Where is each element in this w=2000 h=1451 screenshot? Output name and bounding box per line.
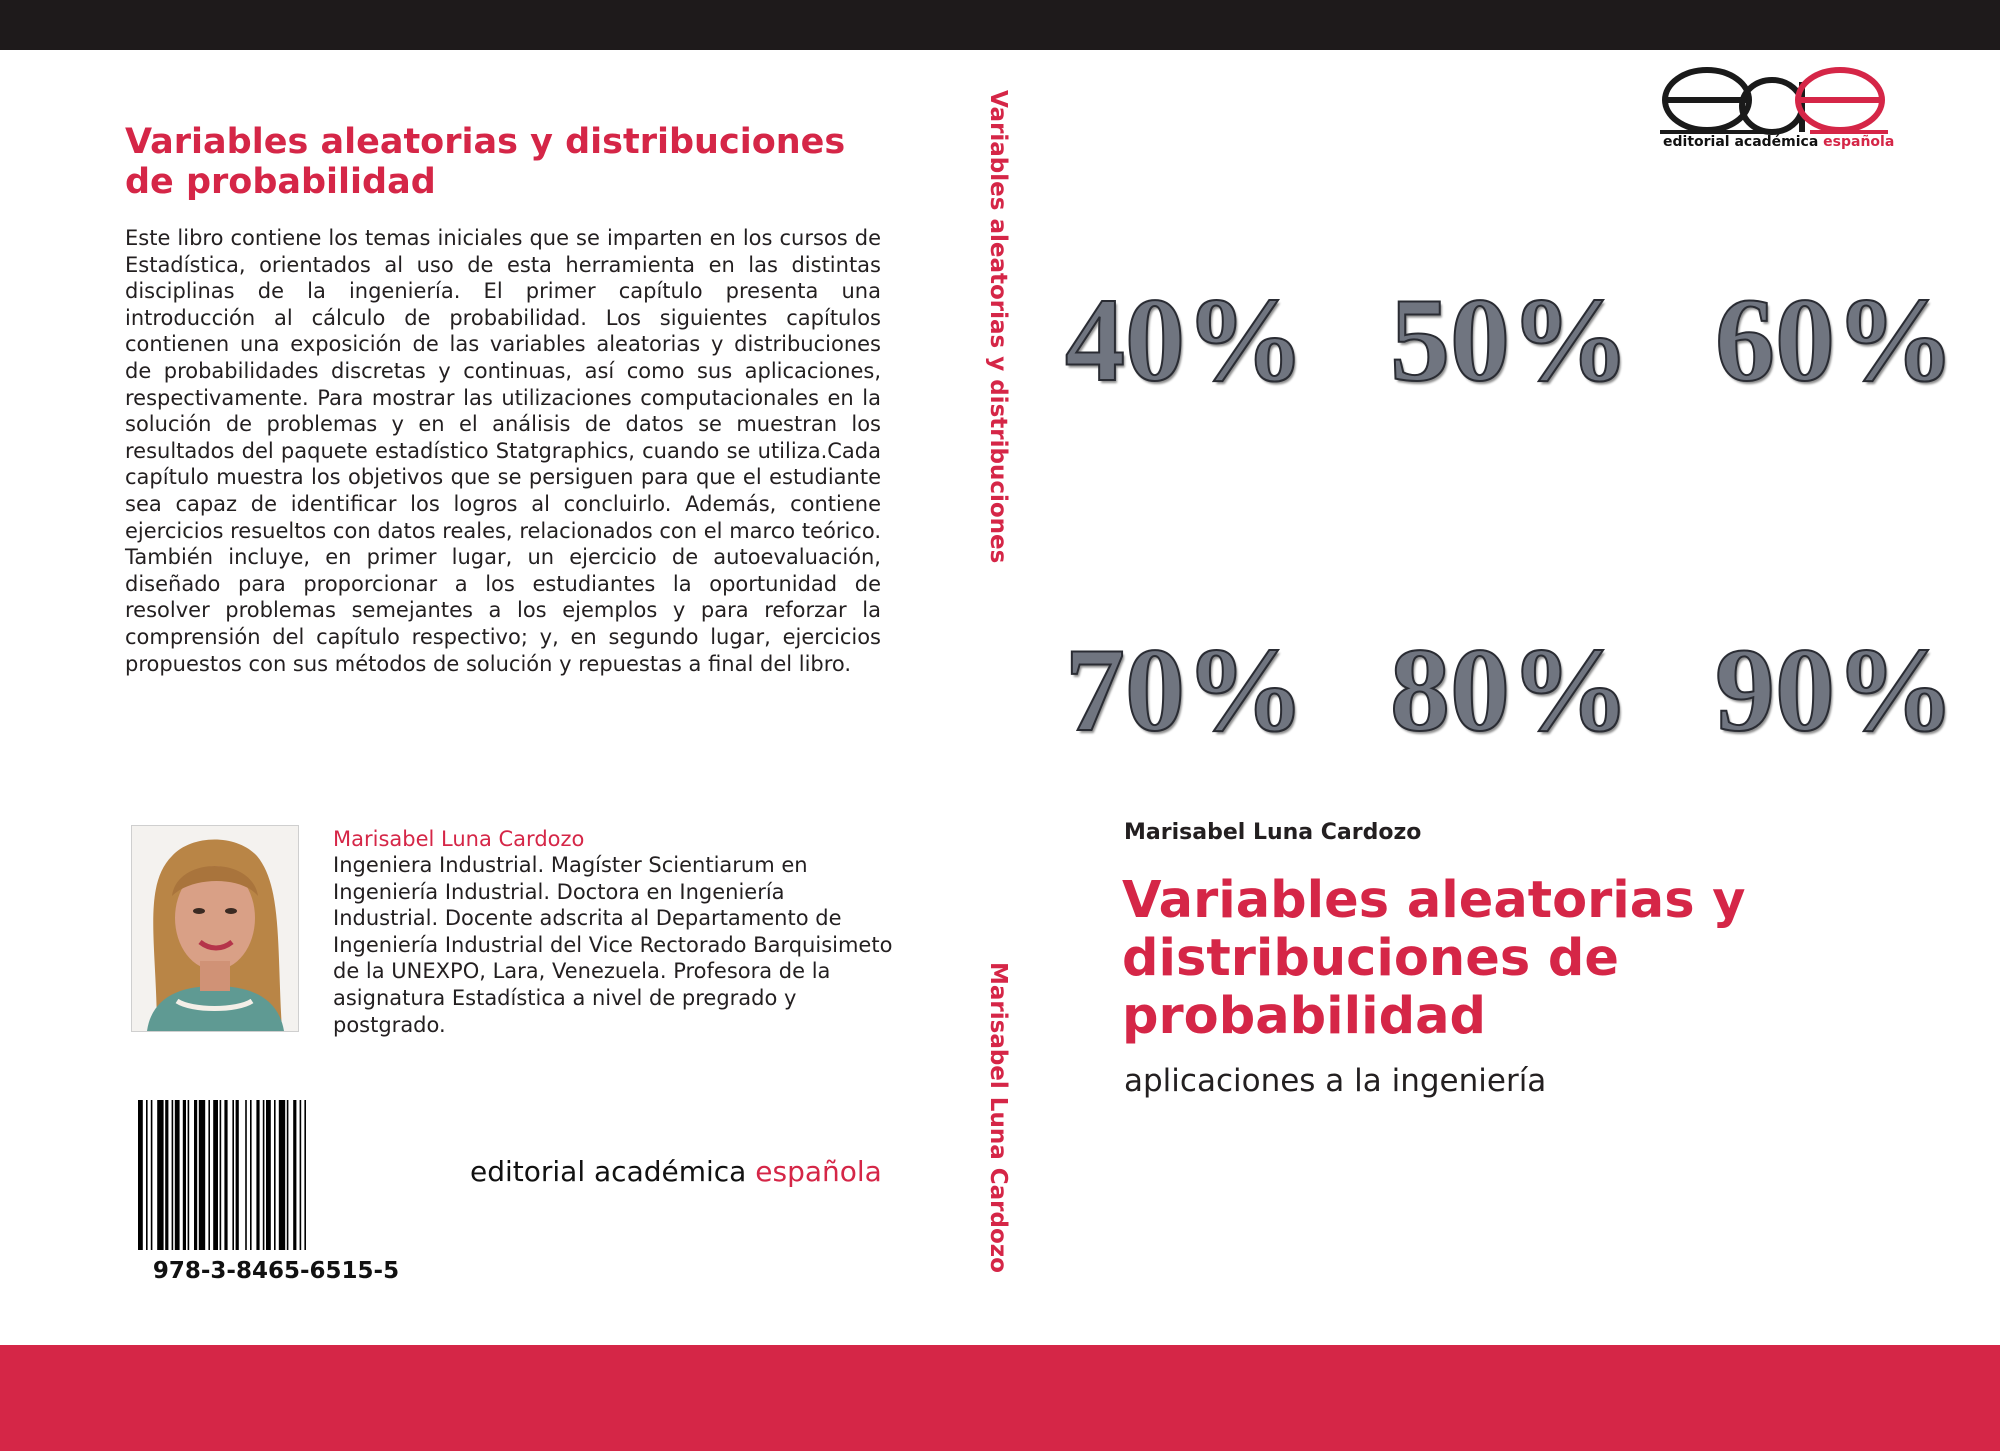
front-subtitle: aplicaciones a la ingeniería [1124,1063,1547,1099]
publisher-name-accent: española [755,1155,882,1188]
author-bio-name: Marisabel Luna Cardozo [333,827,585,851]
percent-50: 50% [1390,273,1630,406]
author-photo-icon [132,826,298,1031]
top-bar [0,0,2000,50]
logo-caption [1663,134,1894,150]
percent-70: 70% [1065,623,1305,756]
percent-80: 80% [1390,623,1630,756]
back-cover-blurb: Este libro contiene los temas iniciales que se imparten en los cursos de Estadística, orientados al uso de esta herramienta en las distintas disciplinas de la ingeniería. El primer capítulo presenta una introducción al cálculo de probabilidad. Los siguientes capítulos contienen una exposición de las variables aleatorias y distribuciones de probabilidades discretas y continuas, así como sus aplicaciones, respectivamente. Para mostrar las utilizaciones computacionales en la solución de problemas y en el análisis de datos se muestran los resultados del paquete estadístico Statgraphics, cuando se utiliza.Cada capítulo muestra los objetivos que se persiguen para que el estudiante sea capaz de identificar los logros al concluirlo. Además, contiene ejercicios resueltos con datos reales, relacionados con el marco teórico. También incluye, en primer lugar, un ejercicio de autoevaluación, diseñado para proporcionar a los estudiantes la oportunidad de resolver problemas semejantes a los ejemplos y para reforzar la comprensión del capítulo respectivo; y, en segundo lugar, ejercicios propuestos con sus métodos de solución y repuestas a final del libro. [125,226,881,676]
front-author: Marisabel Luna Cardozo [1124,820,1422,845]
percent-90: 90% [1715,623,1955,756]
front-title: Variables aleatorias y distribuciones de probabilidad [1122,871,1746,1046]
percent-60: 60% [1715,273,1955,406]
publisher-name [470,1155,882,1188]
logo-caption-main: editorial académica [1663,134,1824,150]
back-cover-title: Variables aleatorias y distribuciones de probabilidad [125,122,846,202]
bottom-bar [0,1345,2000,1451]
isbn-number: 978-3-8465-6515-5 [152,1258,400,1284]
author-photo [131,825,299,1032]
author-bio-text: Ingeniera Industrial. Magíster Scientiarum en Ingeniería Industrial. Doctora en Ingeniería Industrial. Docente adscrita al Departamento de Ingeniería Industrial del Vice Rectorado Barquisimeto de la UNEXPO, Lara, Venezuela. Profesora de la asignatura Estadística a nivel de pregrado y postgrado. [333,853,893,1037]
logo-caption-accent: española [1823,134,1895,150]
spine-title: Variables aleatorias y distribuciones [985,90,1011,564]
spine-author: Marisabel Luna Cardozo [985,962,1011,1273]
publisher-name-main: editorial académica [470,1155,756,1188]
percent-40: 40% [1065,273,1305,406]
barcode-icon [136,1100,416,1250]
